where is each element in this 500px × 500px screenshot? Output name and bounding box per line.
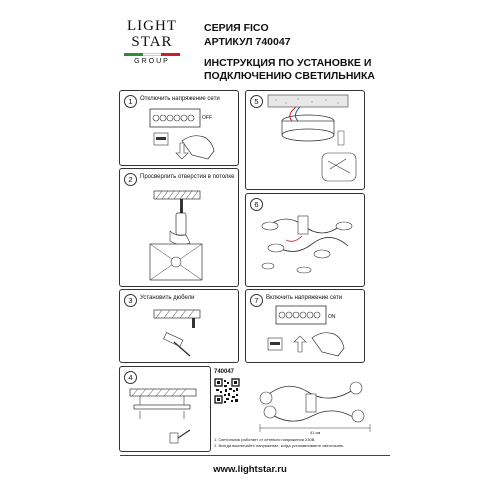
logo-line-3: GROUP <box>134 58 170 65</box>
step-3-number: 3 <box>124 294 137 307</box>
step-7-number: 7 <box>250 294 263 307</box>
step-1-number: 1 <box>124 95 137 108</box>
step-1-caption: Отключить напряжение сети <box>140 96 220 102</box>
step-7-panel <box>245 289 365 363</box>
brand-logo <box>120 18 184 88</box>
step-6-panel <box>245 193 365 287</box>
step-2-caption: Просверлить отверстия в потолке <box>140 174 235 180</box>
step-4-number: 4 <box>124 371 137 384</box>
logo-line-2: STAR <box>131 34 173 50</box>
note-1: 1. Светильник работает от сетевого напряжения 230В. <box>214 437 316 442</box>
step-2-panel <box>119 168 239 287</box>
step-5-number: 5 <box>250 95 263 108</box>
step-6-illustration <box>246 194 364 286</box>
instruction-title-line-1: ИНСТРУКЦИЯ ПО УСТАНОВКЕ И <box>204 57 372 69</box>
step-7-caption: Включить напряжение сети <box>266 295 343 301</box>
step-3-panel <box>119 289 239 363</box>
article-title: АРТИКУЛ 740047 <box>204 36 291 48</box>
website-link[interactable]: www.lightstar.ru <box>213 464 287 475</box>
notes <box>214 437 404 449</box>
step-5-illustration <box>246 91 364 189</box>
step-4-panel <box>119 366 211 452</box>
step-7-illustration <box>246 290 364 362</box>
note-2: 2. Всегда выключайте напряжение, когда устанавливаете светильник. <box>214 443 345 448</box>
step-3-caption: Установить дюбели <box>140 295 195 301</box>
on-label: ON <box>328 314 336 320</box>
qr-code <box>214 378 240 404</box>
series-title: СЕРИЯ FICO <box>204 22 269 34</box>
instruction-title-line-2: ПОДКЛЮЧЕНИЮ СВЕТИЛЬНИКА <box>204 70 375 82</box>
logo-line-1: LIGHT <box>127 18 177 34</box>
step-4-illustration <box>120 367 210 451</box>
step-2-number: 2 <box>124 173 137 186</box>
product-dimension-drawing <box>250 368 380 434</box>
step-3-illustration <box>120 290 238 362</box>
product-article: 740047 <box>214 369 235 375</box>
footer-divider <box>120 455 390 456</box>
step-5-panel <box>245 90 365 190</box>
logo-flag-bar <box>124 53 180 56</box>
off-label: OFF <box>202 115 212 121</box>
width-dimension-label: 41 см <box>310 430 321 435</box>
step-6-number: 6 <box>250 198 263 211</box>
step-1-panel <box>119 90 239 166</box>
step-1-illustration <box>120 91 238 165</box>
step-2-illustration <box>120 169 238 286</box>
